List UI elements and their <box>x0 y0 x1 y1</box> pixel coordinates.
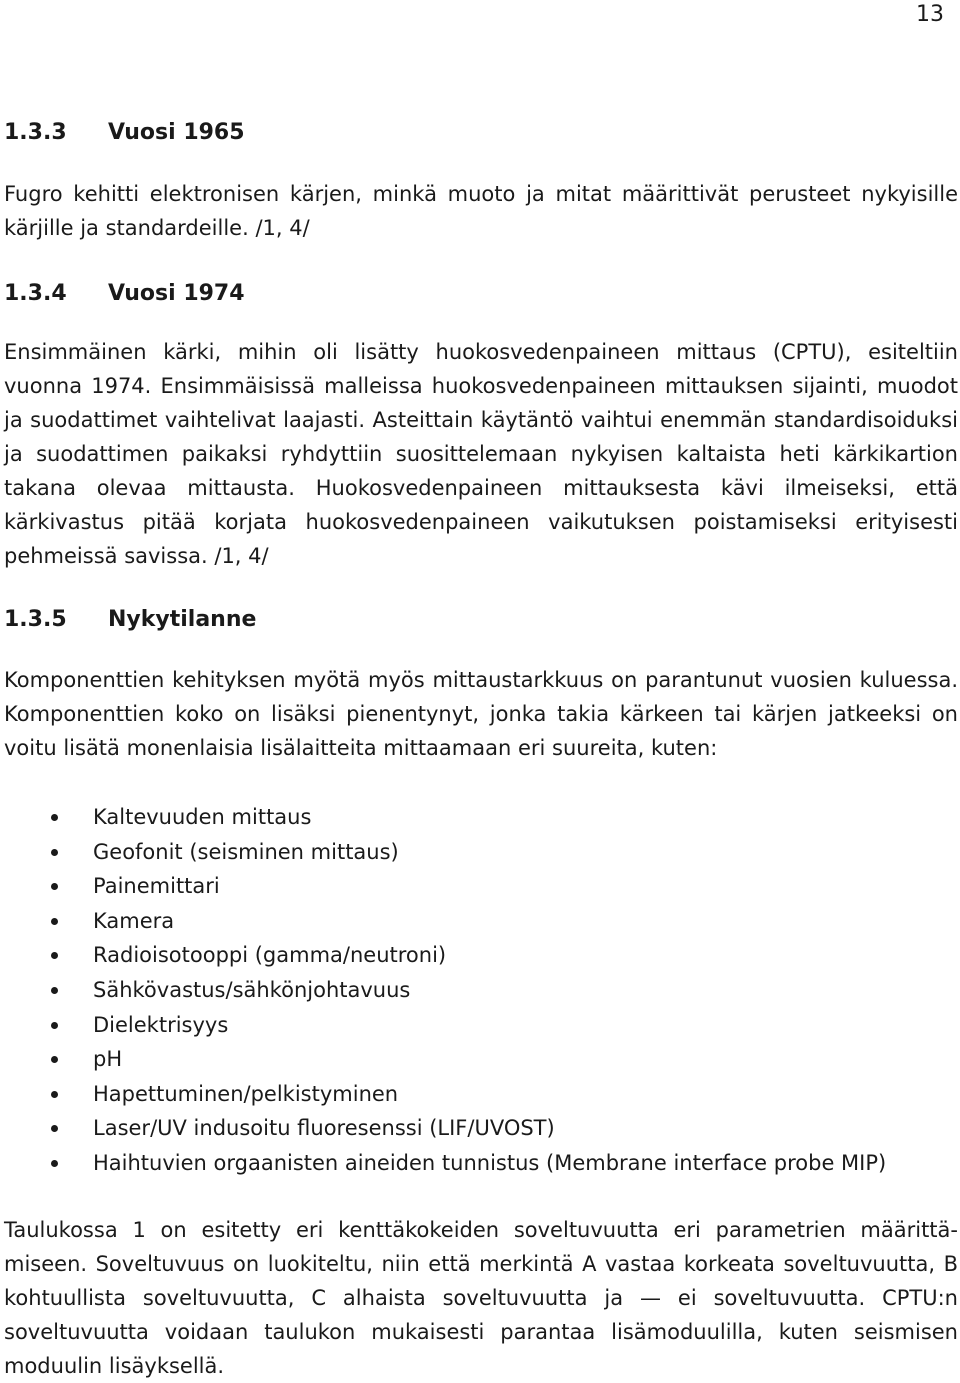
bullet-icon <box>51 1022 58 1029</box>
list-item: Laser/UV indusoitu fluoresenssi (LIF/UVOST) <box>4 1111 886 1146</box>
bullet-icon <box>51 1160 58 1167</box>
section-1-3-5-paragraph: Komponenttien kehityksen myötä myös mittaustarkkuus on parantunut vuosien kuluessa. Komponenttien koko on lisäksi pienentynyt, jonka takia kärkeen tai kärjen jatkeeksi on voitu lisätä monenlaisia lisälaitteita mittaamaan eri suureita, kuten: <box>4 668 958 760</box>
list-item: Haihtuvien orgaanisten aineiden tunnistus (Membrane interface probe MIP) <box>4 1146 886 1181</box>
list-item: pH <box>4 1042 886 1077</box>
section-title: Nykytilanne <box>108 607 257 632</box>
bullet-icon <box>51 883 58 890</box>
section-number: 1.3.5 <box>4 607 67 632</box>
bullet-icon <box>51 849 58 856</box>
list-item: Geofonit (seisminen mittaus) <box>4 835 886 870</box>
section-title: Vuosi 1974 <box>108 281 245 306</box>
list-item: Painemittari <box>4 869 886 904</box>
section-title: Vuosi 1965 <box>108 120 245 145</box>
bullet-icon <box>51 814 58 821</box>
bullet-icon <box>51 952 58 959</box>
page-number: 13 <box>916 2 944 27</box>
bullet-icon <box>51 1056 58 1063</box>
section-number: 1.3.4 <box>4 281 67 306</box>
list-item: Hapettuminen/pelkistyminen <box>4 1077 886 1112</box>
bullet-icon <box>51 1125 58 1132</box>
section-1-3-3-paragraph: Fugro kehitti elektronisen kärjen, minkä muoto ja mitat määrittivät perusteet nykyisille kärjille ja standardeille. /1, 4/ <box>4 182 958 240</box>
bullet-icon <box>51 918 58 925</box>
measurement-list <box>4 800 886 1181</box>
list-item: Kamera <box>4 904 886 939</box>
section-number: 1.3.3 <box>4 120 67 145</box>
list-item: Dielektrisyys <box>4 1008 886 1043</box>
section-heading-1-3-3 <box>4 120 245 146</box>
section-1-3-4-paragraph: Ensimmäinen kärki, mihin oli lisätty huokosvedenpaineen mittaus (CPTU), esiteltiin vuonna 1974. Ensimmäisissä malleissa huokosvedenpaineen mittauksen sijainti, muodot ja suodattimet vaihtelivat laajasti. Asteittain käytäntö vaihtui enemmän standardisoiduksi ja suodattimen paikaksi ryhdyttiin suosittelemaan nykyisen kaltaista heti kärkikartion takana olevaa mittausta. Huokosvedenpaineen mittauksesta kävi ilmeiseksi, että kärkivastus pitää korjata huokosvedenpaineen vaikutuksen poistamiseksi erityisesti pehmeissä savissa. /1, 4/ <box>4 340 958 568</box>
closing-paragraph: Taulukossa 1 on esitetty eri kenttäkokeiden soveltuvuutta eri parametrien määrittämiseen. Soveltuvuus on luokiteltu, niin että merkintä A vastaa korkeata soveltuvuutta, B kohtuullista soveltuvuutta, C alhaista soveltuvuutta ja — ei soveltuvuutta. CPTU:n soveltuvuutta voidaan taulukon mukaisesti parantaa lisämoduulilla, kuten seismisen moduulin lisäyksellä. <box>4 1218 958 1378</box>
section-heading-1-3-4 <box>4 281 245 307</box>
bullet-icon <box>51 987 58 994</box>
list-item: Sähkövastus/sähkönjohtavuus <box>4 973 886 1008</box>
list-item: Kaltevuuden mittaus <box>4 800 886 835</box>
list-item: Radioisotooppi (gamma/neutroni) <box>4 938 886 973</box>
bullet-icon <box>51 1091 58 1098</box>
section-heading-1-3-5 <box>4 607 256 633</box>
